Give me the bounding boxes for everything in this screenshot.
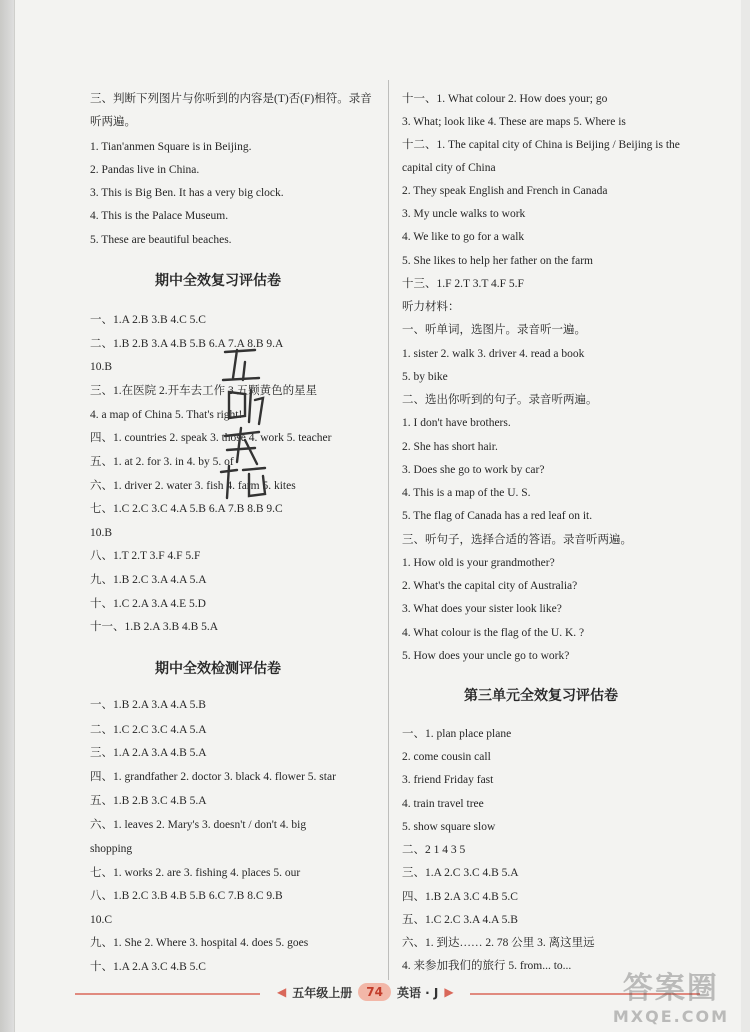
answer-line: 二、选出你听到的句子。录音听两遍。: [402, 394, 598, 406]
answer-line: 六、1. driver 2. water 3. fish 4. farm 5. kites: [90, 480, 296, 492]
answer-line: 5. How does your uncle go to work?: [402, 650, 570, 662]
answer-line: shopping: [90, 843, 133, 855]
text-line: 三、判断下列图片与你听到的内容是(T)否(F)相符。录音: [90, 93, 372, 105]
answer-line: 二、1.C 2.C 3.C 4.A 5.A: [90, 724, 207, 736]
answer-line: 5. by bike: [402, 371, 448, 383]
answer-line: 10.B: [90, 527, 113, 539]
answer-line: 三、听句子，选择合适的答语。录音听两遍。: [402, 534, 632, 546]
arrow-left-icon: ◀: [277, 985, 287, 999]
answer-line: 十、1.A 2.A 3.C 4.B 5.C: [90, 961, 206, 973]
answer-line: 10.C: [90, 914, 113, 926]
answer-line: 3. friend Friday fast: [402, 774, 494, 786]
answer-line: 1. sister 2. walk 3. driver 4. read a book: [402, 348, 585, 360]
answer-line: 一、听单词，选图片。录音听一遍。: [402, 324, 586, 336]
answer-line: 1. I don't have brothers.: [402, 417, 511, 429]
answer-line: 二、2 1 4 3 5: [402, 844, 466, 856]
answer-line: 七、1. works 2. are 3. fishing 4. places 5. our: [90, 867, 301, 879]
answer-line: 5. The flag of Canada has a red leaf on it.: [402, 510, 593, 522]
answer-line: 一、1. plan place plane: [402, 728, 512, 740]
answer-line: 4. This is a map of the U. S.: [402, 487, 531, 499]
answer-line: 3. Does she go to work by car?: [402, 464, 545, 476]
answer-line: 2. She has short hair.: [402, 441, 498, 453]
grade-label: 五年级上册: [292, 985, 353, 1000]
subject-label: 英语 · J: [396, 985, 439, 1000]
site-watermark: [613, 963, 729, 1026]
answer-line: 六、1. leaves 2. Mary's 3. doesn't / don't 4. big: [90, 819, 307, 831]
answer-line: 三、1.A 2.A 3.A 4.B 5.A: [90, 747, 207, 759]
answer-line: 3. What; look like 4. These are maps 5. Where is: [402, 116, 626, 128]
answer-line: 4. train travel tree: [402, 798, 484, 810]
text-line: 1. Tian'anmen Square is in Beijing.: [90, 141, 252, 153]
answer-line: 三、1.A 2.C 3.C 4.B 5.A: [402, 867, 519, 879]
text-line: 3. This is Big Ben. It has a very big clock.: [90, 187, 284, 199]
answer-line: 八、1.B 2.C 3.B 4.B 5.B 6.C 7.B 8.C 9.B: [90, 890, 283, 902]
answer-line: 二、1.B 2.B 3.A 4.B 5.B 6.A 7.A 8.B 9.A: [90, 338, 284, 350]
answer-line: 八、1.T 2.T 3.F 4.F 5.F: [90, 550, 201, 562]
handwriting-scribble: [215, 340, 275, 500]
answer-line: 5. She likes to help her father on the farm: [402, 255, 593, 267]
answer-line: 3. My uncle walks to work: [402, 208, 526, 220]
column-divider: [388, 80, 389, 980]
answer-line: 1. How old is your grandmother?: [402, 557, 555, 569]
answer-line: 4. What colour is the flag of the U. K. ?: [402, 627, 585, 639]
arrow-right-icon: ▶: [444, 985, 454, 999]
section-title: 期中全效复习评估卷: [155, 273, 281, 289]
answer-line: 九、1. She 2. Where 3. hospital 4. does 5. goes: [90, 937, 309, 949]
answer-line: 五、1.C 2.C 3.A 4.A 5.B: [402, 914, 518, 926]
answer-line: 四、1. grandfather 2. doctor 3. black 4. flower 5. star: [90, 771, 336, 783]
answer-line: 十二、1. The capital city of China is Beijing / Beijing is the: [402, 139, 680, 151]
page-number: 74: [358, 983, 391, 1001]
footer-rule-left: [75, 993, 260, 995]
text-line: 5. These are beautiful beaches.: [90, 234, 232, 246]
text-line: 2. Pandas live in China.: [90, 164, 200, 176]
answer-line: 九、1.B 2.C 3.A 4.A 5.A: [90, 574, 207, 586]
answer-line: 2. What's the capital city of Australia?: [402, 580, 578, 592]
section-title: 第三单元全效复习评估卷: [464, 688, 618, 704]
answer-line: 4. We like to go for a walk: [402, 231, 525, 243]
answer-line: 五、1. at 2. for 3. in 4. by 5. of: [90, 456, 234, 468]
answer-line: 十、1.C 2.A 3.A 4.E 5.D: [90, 598, 206, 610]
answer-line: 5. show square slow: [402, 821, 496, 833]
answer-line: 2. They speak English and French in Canada: [402, 185, 608, 197]
answer-line: 一、1.A 2.B 3.B 4.C 5.C: [90, 314, 206, 326]
answer-line: 十一、1.B 2.A 3.B 4.B 5.A: [90, 621, 219, 633]
answer-line: 3. What does your sister look like?: [402, 603, 562, 615]
watermark-url: MXQE.COM: [612, 1007, 729, 1026]
text-line: 4. This is the Palace Museum.: [90, 210, 229, 222]
answer-line: 10.B: [90, 361, 113, 373]
answer-page: [14, 0, 741, 1032]
answer-line: 四、1.B 2.A 3.C 4.B 5.C: [402, 891, 518, 903]
answer-line: 十三、1.F 2.T 3.T 4.F 5.F: [402, 278, 524, 290]
answer-line: 2. come cousin call: [402, 751, 491, 763]
answer-line: 四、1. countries 2. speak 3. those 4. work 5. teacher: [90, 432, 332, 444]
answer-line: 六、1. 到达…… 2. 78 公里 3. 离这里远: [402, 937, 595, 949]
answer-line: 七、1.C 2.C 3.C 4.A 5.B 6.A 7.B 8.B 9.C: [90, 503, 283, 515]
text-line: 听两遍。: [90, 116, 136, 128]
answer-line: 三、1.在医院 2.开车去工作 3.五颗黄色的星星: [90, 385, 318, 397]
answer-line: capital city of China: [402, 162, 496, 174]
answer-line: 一、1.B 2.A 3.A 4.A 5.B: [90, 699, 206, 711]
answer-line: 五、1.B 2.B 3.C 4.B 5.A: [90, 795, 207, 807]
listening-heading: 听力材料：: [402, 301, 460, 313]
page-footer: [277, 983, 454, 1001]
answer-line: 十一、1. What colour 2. How does your; go: [402, 93, 608, 105]
book-spine: [0, 0, 14, 1032]
section-title: 期中全效检测评估卷: [155, 661, 281, 677]
answer-line: 4. a map of China 5. That's right!: [90, 409, 243, 421]
answer-line: 4. 来参加我们的旅行 5. from... to...: [402, 960, 572, 972]
watermark-title: 答案圈: [622, 971, 719, 1006]
